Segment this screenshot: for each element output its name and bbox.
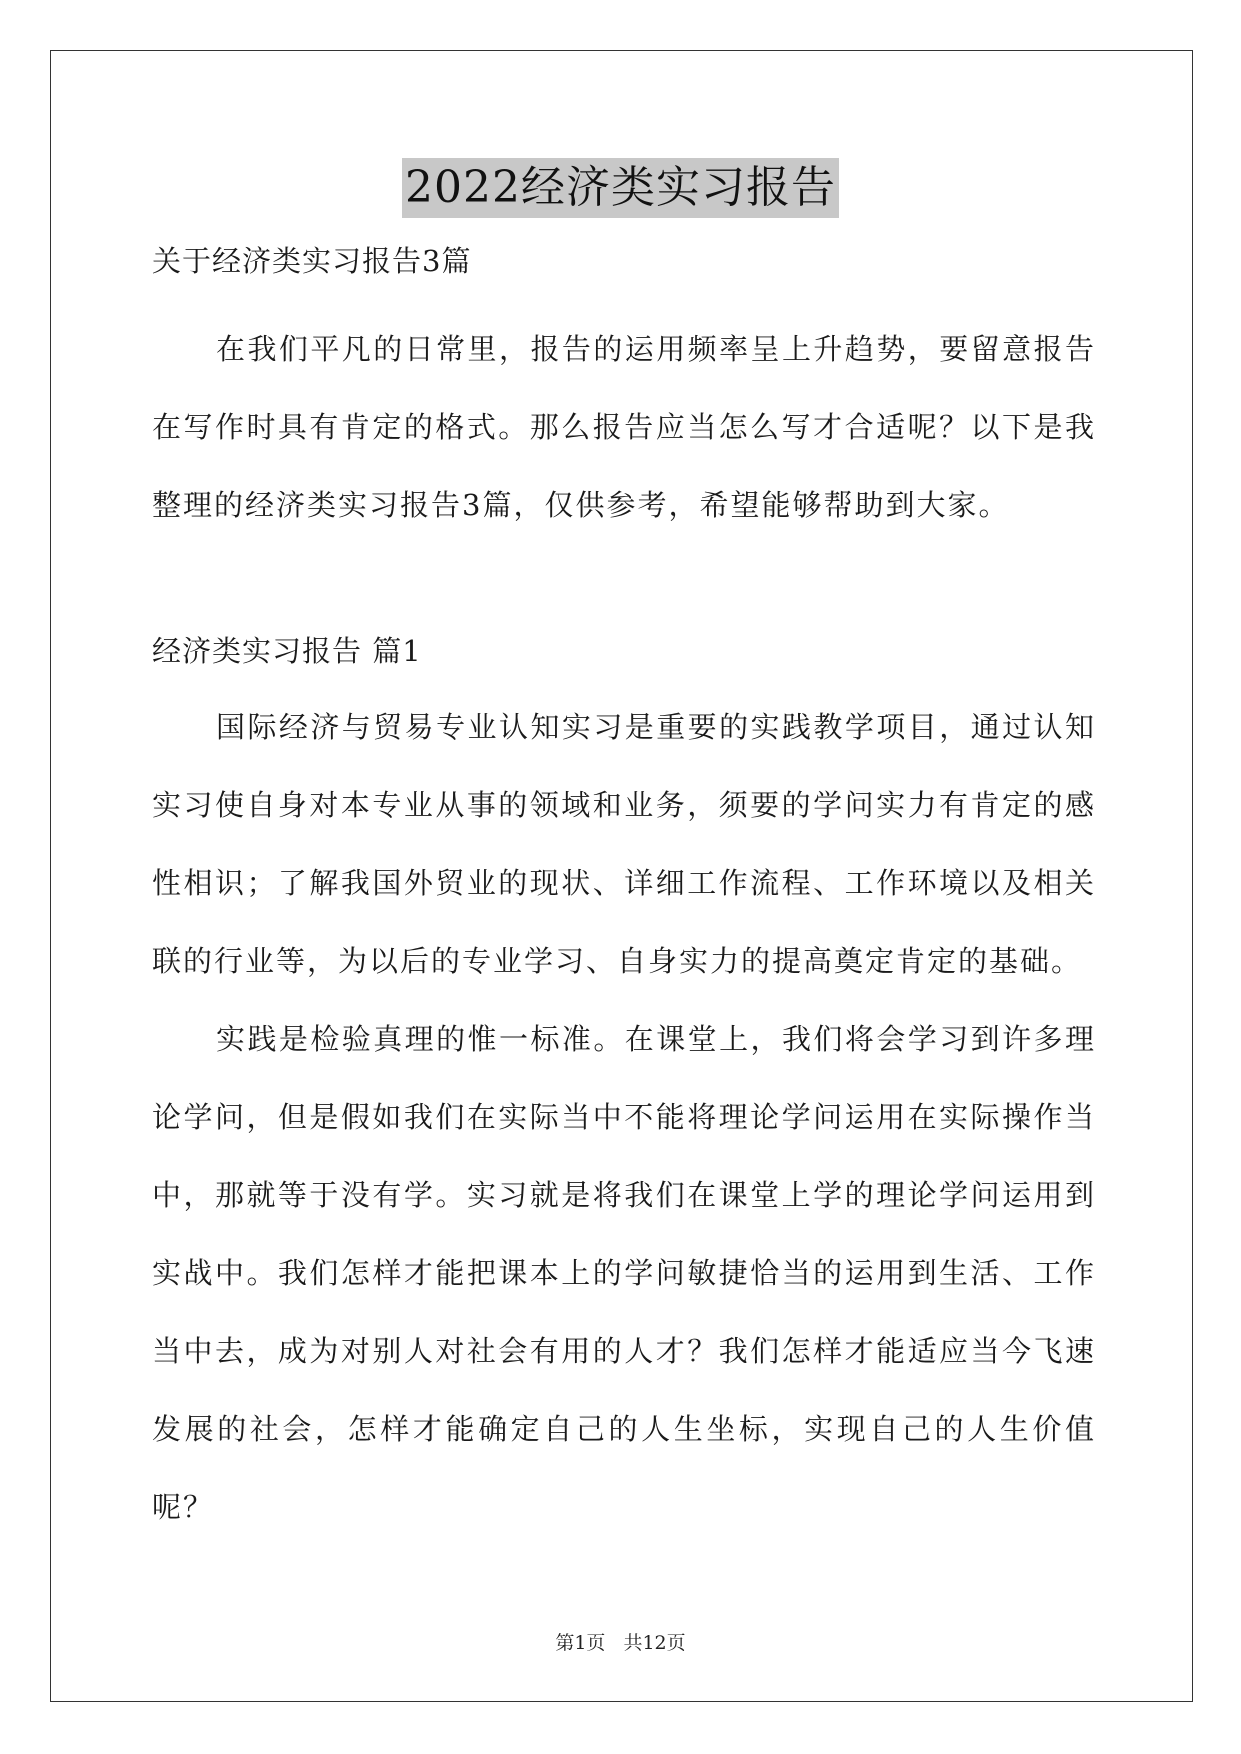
document-subtitle: 关于经济类实习报告3篇 (152, 244, 472, 278)
page-footer (0, 1628, 1241, 1655)
document-title: 2022经济类实习报告 (402, 158, 839, 218)
body-paragraph: 国际经济与贸易专业认知实习是重要的实践教学项目，通过认知实习使自身对本专业从事的领域和业务，须要的学问实力有肯定的感性相识；了解我国外贸业的现状、详细工作流程、工作环境以及相关联的行业等，为以后的专业学习、自身实力的提高奠定肯定的基础。 (152, 710, 1096, 978)
page-total: 共12页 (623, 1632, 686, 1654)
page-number: 第1页 (555, 1632, 606, 1654)
title-container (0, 158, 1241, 218)
intro-paragraph: 在我们平凡的日常里，报告的运用频率呈上升趋势，要留意报告在写作时具有肯定的格式。那么报告应当怎么写才合适呢？以下是我整理的经济类实习报告3篇，仅供参考，希望能够帮助到大家。 (152, 332, 1096, 522)
document-body (152, 234, 1096, 1546)
body-paragraph: 实践是检验真理的惟一标准。在课堂上，我们将会学习到许多理论学问，但是假如我们在实际当中不能将理论学问运用在实际操作当中，那就等于没有学。实习就是将我们在课堂上学的理论学问运用到实战中。我们怎样才能把课本上的学问敏捷恰当的运用到生活、工作当中去，成为对别人对社会有用的人才？我们怎样才能适应当今飞速发展的社会，怎样才能确定自己的人生坐标，实现自己的人生价值呢？ (152, 1022, 1096, 1524)
section-heading: 经济类实习报告 篇1 (152, 634, 422, 668)
